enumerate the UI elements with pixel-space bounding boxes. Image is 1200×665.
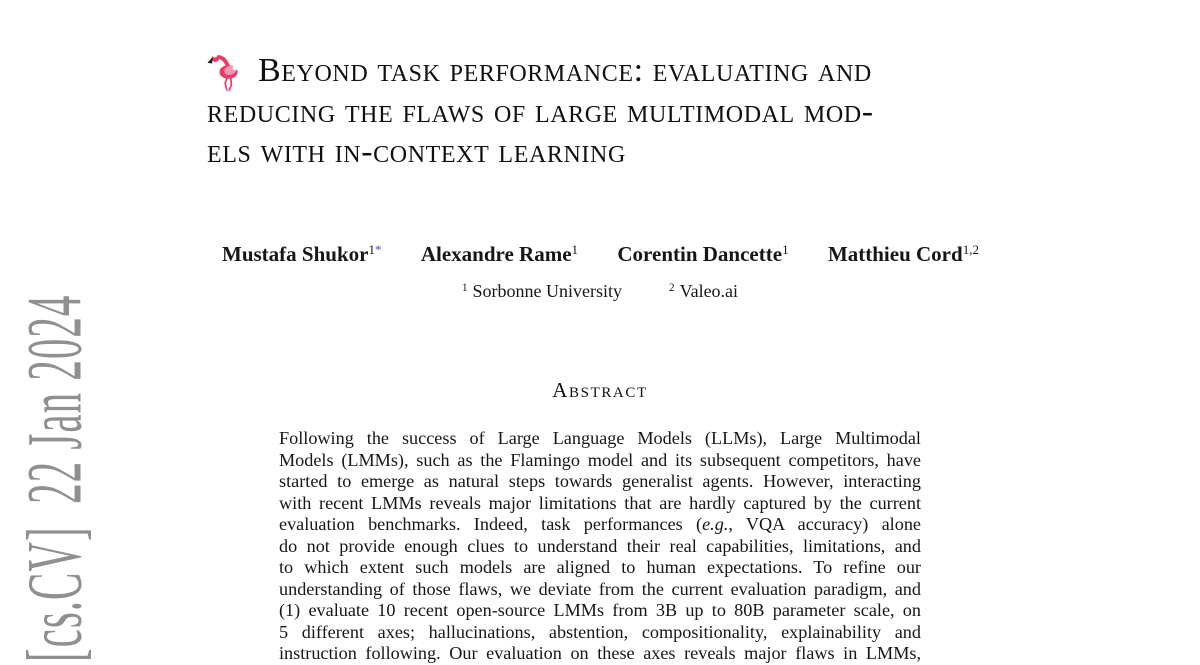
author-name: Mustafa Shukor <box>222 242 369 266</box>
abstract-heading: Abstract <box>552 378 648 402</box>
footnote-asterisk: * <box>374 241 382 257</box>
title-line-2: reducing the flaws of large multimodal mod- <box>207 93 874 130</box>
abstract-line: instruction following. Our evaluation on these axes reveals major flaws in LMMs, <box>279 643 921 663</box>
affiliation-marker: 1 <box>461 281 468 294</box>
author-name: Alexandre Rame <box>420 242 572 266</box>
abstract-line: Following the success of Large Language Models (LLMs), Large Multimodal <box>279 428 921 448</box>
affiliation-row <box>207 279 993 306</box>
author-name: Matthieu Cord <box>827 242 963 266</box>
arxiv-watermark: [cs.CV] 22 Jan 2024 <box>10 294 98 662</box>
paper-content <box>207 0 993 665</box>
title-line-3: els with in-context learning <box>207 132 626 170</box>
author-corentin-dancette <box>617 241 788 270</box>
author-name: Corentin Dancette <box>617 242 783 266</box>
abstract-line: understanding of those flaws, we deviate from the current evaluation paradigm, and <box>279 578 921 599</box>
author-affil-marker: 1 <box>782 241 789 257</box>
author-affil-marker: 1 <box>571 241 579 257</box>
abstract-line: started to emerge as natural steps towards generalist agents. However, interacting <box>279 471 921 491</box>
affiliation-marker: 2 <box>669 281 675 294</box>
author-row <box>207 241 993 270</box>
abstract-line: evaluation benchmarks. Indeed, task performances (e.g., VQA accuracy) alone <box>279 514 921 534</box>
abstract-line: (1) evaluate 10 recent open-source LMMs from 3B up to 80B parameter scale, on <box>279 600 921 620</box>
author-affil-marker: 1* <box>368 241 382 257</box>
author-matthieu-cord <box>828 241 979 270</box>
title-line-1: Beyond task performance: evaluating and <box>258 52 872 89</box>
abstract-text <box>279 428 921 665</box>
abstract-line: do not provide enough clues to understand their real capabilities, limitations, and <box>279 535 921 556</box>
title-line <box>207 51 993 92</box>
abstract-line: Models (LMMs), such as the Flamingo model and its subsequent competitors, have <box>279 449 921 470</box>
abstract-line: 5 different axes; hallucinations, abstention, compositionality, explainability and <box>279 621 921 642</box>
abstract-line: to which extent such models are aligned to human expectations. To refine our <box>279 557 921 577</box>
affiliation-valeo: $^2$ Valeo.ai <box>669 281 739 301</box>
author-affil-marker: 1,2 <box>962 241 979 257</box>
abstract-line: with recent LMMs reveals major limitations that are hardly captured by the current <box>279 492 921 513</box>
author-mustafa-shukor <box>222 241 381 270</box>
affiliation-sorbonne: $^1$ Sorbonne University <box>461 281 622 301</box>
flamingo-icon <box>207 52 241 92</box>
paper-title <box>207 51 993 171</box>
latin-abbreviation: e.g. <box>702 514 729 534</box>
author-alexandre-rame <box>421 241 578 270</box>
